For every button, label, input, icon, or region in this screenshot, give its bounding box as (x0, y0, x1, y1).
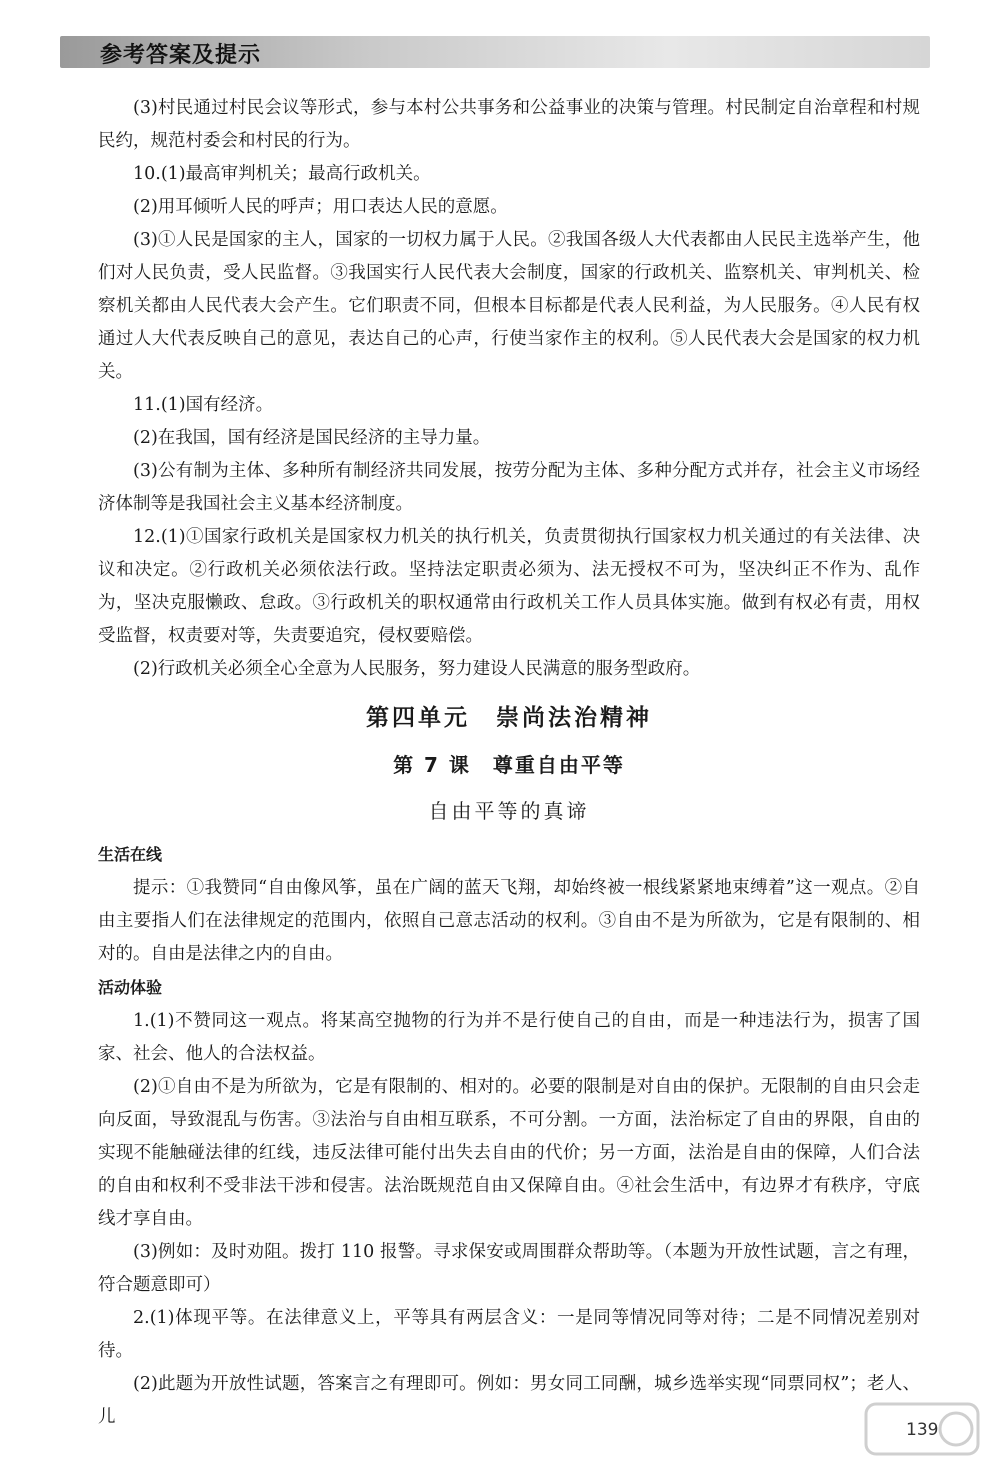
paragraph: 10.(1)最高审判机关；最高行政机关。 (133, 164, 431, 184)
header-title: 参考答案及提示 (100, 43, 262, 68)
section-title: 自由平等的真谛 (428, 799, 590, 823)
paragraph: 12.(1)①国家行政机关是国家权力机关的执行机关，负责贯彻执行国家权力机关通过的有关法律、决议和决定。②行政机关必须依法行政。坚持法定职责必须为、法无授权不可为，坚决纠正不作为、乱作为，坚决克服懒政、怠政。③行政机关的职权通常由行政机关工作人员具体实施。做到有权必有责，用权受监督，权责要对等，失责要追究，侵权要赔偿。 (98, 527, 920, 646)
subhead-life-online: 生活在线 (98, 845, 163, 864)
subhead-activity: 活动体验 (98, 978, 163, 997)
paragraph: (2)在我国，国有经济是国民经济的主导力量。 (133, 428, 491, 448)
paragraph: (3)公有制为主体、多种所有制经济共同发展，按劳分配为主体、多种分配方式并存，社会主义市场经济体制等是我国社会主义基本经济制度。 (98, 461, 920, 514)
page-content (98, 92, 920, 1434)
paragraph: 1.(1)不赞同这一观点。将某高空抛物的行为并不是行使自己的自由，而是一种违法行为，损害了国家、社会、他人的合法权益。 (98, 1011, 920, 1064)
paragraph: (2)用耳倾听人民的呼声；用口表达人民的意愿。 (133, 197, 508, 217)
paragraph: (3)例如：及时劝阻。拨打 110 报警。寻求保安或周围群众帮助等。（本题为开放性试题，言之有理，符合题意即可） (98, 1242, 920, 1295)
paragraph: (2)行政机关必须全心全意为人民服务，努力建设人民满意的服务型政府。 (133, 659, 701, 679)
paragraph: (2)①自由不是为所欲为，它是有限制的、相对的。必要的限制是对自由的保护。无限制的自由只会走向反面，导致混乱与伤害。③法治与自由相互联系，不可分割。一方面，法治标定了自由的界限，自由的实现不能触碰法律的红线，违反法律可能付出失去自由的代价；另一方面，法治是自由的保障，人们合法的自由和权利不受非法干涉和侵害。法治既规范自由又保障自由。④社会生活中，有边界才有秩序，守底线才享自由。 (98, 1077, 920, 1229)
paragraph: 提示：①我赞同“自由像风筝，虽在广阔的蓝天飞翔，却始终被一根线紧紧地束缚着”这一观点。②自由主要指人们在法律规定的范围内，依照自己意志活动的权利。③自由不是为所欲为，它是有限制的、相对的。自由是法律之内的自由。 (98, 878, 920, 964)
unit-title: 第四单元 崇尚法治精神 (366, 705, 652, 731)
lesson-title: 第 7 课 尊重自由平等 (393, 753, 625, 777)
paragraph: (2)此题为开放性试题，答案言之有理即可。例如：男女同工同酬，城乡选举实现“同票同权”；老人、儿 (98, 1374, 920, 1427)
paragraph: 2.(1)体现平等。在法律意义上，平等具有两层含义：一是同等情况同等对待；二是不同情况差别对待。 (98, 1308, 920, 1361)
paragraph: (3)①人民是国家的主人，国家的一切权力属于人民。②我国各级人大代表都由人民民主选举产生，他们对人民负责，受人民监督。③我国实行人民代表大会制度，国家的行政机关、监察机关、审判机关、检察机关都由人民代表大会产生。它们职责不同，但根本目标都是代表人民利益，为人民服务。④人民有权通过人大代表反映自己的意见，表达自己的心声，行使当家作主的权利。⑤人民代表大会是国家的权力机关。 (98, 230, 920, 382)
paragraph: 11.(1)国有经济。 (133, 395, 274, 415)
paragraph: (3)村民通过村民会议等形式，参与本村公共事务和公益事业的决策与管理。村民制定自治章程和村规民约，规范村委会和村民的行为。 (98, 98, 920, 151)
page-number: 139 (906, 1420, 939, 1440)
